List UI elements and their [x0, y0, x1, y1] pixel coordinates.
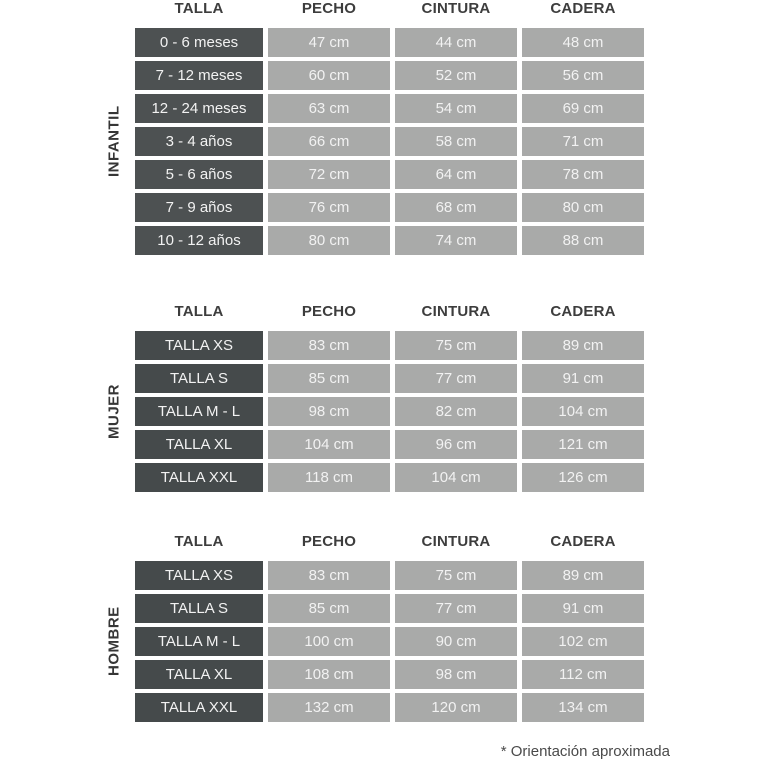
- measurement-cell: 126 cm: [522, 463, 644, 492]
- size-label-cell: TALLA S: [135, 364, 263, 393]
- column-header: CADERA: [550, 533, 616, 550]
- measurement-cell: 77 cm: [395, 364, 517, 393]
- measurement-cell: 83 cm: [268, 561, 390, 590]
- measurement-cell: 89 cm: [522, 561, 644, 590]
- table-rows: [135, 28, 645, 255]
- measurement-cell: 71 cm: [522, 127, 644, 156]
- measurement-cell: 47 cm: [268, 28, 390, 57]
- section-label: INFANTIL: [105, 105, 123, 178]
- size-label-cell: TALLA XS: [135, 561, 263, 590]
- column-header: TALLA: [174, 303, 224, 320]
- column-header: PECHO: [301, 303, 357, 320]
- table-header-row: [135, 303, 645, 319]
- measurement-cell: 48 cm: [522, 28, 644, 57]
- measurement-cell: 132 cm: [268, 693, 390, 722]
- measurement-cell: 89 cm: [522, 331, 644, 360]
- column-header: PECHO: [301, 533, 357, 550]
- section-label: MUJER: [105, 384, 123, 440]
- measurement-cell: 118 cm: [268, 463, 390, 492]
- table-rows: [135, 561, 645, 722]
- table-header-row: [135, 533, 645, 549]
- measurement-cell: 96 cm: [395, 430, 517, 459]
- size-label-cell: TALLA XL: [135, 660, 263, 689]
- measurement-cell: 78 cm: [522, 160, 644, 189]
- measurement-cell: 90 cm: [395, 627, 517, 656]
- measurement-cell: 60 cm: [268, 61, 390, 90]
- measurement-cell: 98 cm: [395, 660, 517, 689]
- measurement-cell: 44 cm: [395, 28, 517, 57]
- column-header: CADERA: [550, 0, 616, 17]
- size-label-cell: TALLA M - L: [135, 397, 263, 426]
- measurement-cell: 83 cm: [268, 331, 390, 360]
- measurement-cell: 88 cm: [522, 226, 644, 255]
- size-label-cell: 7 - 9 años: [135, 193, 263, 222]
- measurement-cell: 63 cm: [268, 94, 390, 123]
- size-label-cell: TALLA XL: [135, 430, 263, 459]
- measurement-cell: 85 cm: [268, 594, 390, 623]
- size-label-cell: TALLA XS: [135, 331, 263, 360]
- measurement-cell: 100 cm: [268, 627, 390, 656]
- size-label-cell: TALLA S: [135, 594, 263, 623]
- measurement-cell: 85 cm: [268, 364, 390, 393]
- column-header: CINTURA: [421, 533, 491, 550]
- size-table-section-infantil: [105, 0, 645, 255]
- measurement-cell: 91 cm: [522, 364, 644, 393]
- size-label-cell: 7 - 12 meses: [135, 61, 263, 90]
- measurement-cell: 58 cm: [395, 127, 517, 156]
- measurement-cell: 56 cm: [522, 61, 644, 90]
- size-table-section-mujer: [105, 303, 645, 492]
- measurement-cell: 75 cm: [395, 331, 517, 360]
- size-label-cell: 3 - 4 años: [135, 127, 263, 156]
- measurement-cell: 120 cm: [395, 693, 517, 722]
- measurement-cell: 80 cm: [522, 193, 644, 222]
- column-header: CINTURA: [421, 0, 491, 17]
- measurement-cell: 77 cm: [395, 594, 517, 623]
- measurement-cell: 69 cm: [522, 94, 644, 123]
- measurement-cell: 112 cm: [522, 660, 644, 689]
- column-header: PECHO: [301, 0, 357, 17]
- column-header: TALLA: [174, 533, 224, 550]
- measurement-cell: 72 cm: [268, 160, 390, 189]
- size-label-cell: TALLA M - L: [135, 627, 263, 656]
- measurement-cell: 104 cm: [268, 430, 390, 459]
- measurement-cell: 121 cm: [522, 430, 644, 459]
- footnote: * Orientación aproximada: [500, 743, 670, 760]
- measurement-cell: 80 cm: [268, 226, 390, 255]
- measurement-cell: 66 cm: [268, 127, 390, 156]
- measurement-cell: 75 cm: [395, 561, 517, 590]
- measurement-cell: 76 cm: [268, 193, 390, 222]
- measurement-cell: 91 cm: [522, 594, 644, 623]
- size-label-cell: TALLA XXL: [135, 693, 263, 722]
- measurement-cell: 82 cm: [395, 397, 517, 426]
- size-label-cell: 0 - 6 meses: [135, 28, 263, 57]
- measurement-cell: 54 cm: [395, 94, 517, 123]
- measurement-cell: 98 cm: [268, 397, 390, 426]
- measurement-cell: 52 cm: [395, 61, 517, 90]
- measurement-cell: 74 cm: [395, 226, 517, 255]
- measurement-cell: 104 cm: [522, 397, 644, 426]
- section-label: HOMBRE: [105, 606, 123, 677]
- size-table-section-hombre: [105, 533, 645, 722]
- size-label-cell: TALLA XXL: [135, 463, 263, 492]
- measurement-cell: 108 cm: [268, 660, 390, 689]
- size-label-cell: 5 - 6 años: [135, 160, 263, 189]
- size-label-cell: 10 - 12 años: [135, 226, 263, 255]
- table-rows: [135, 331, 645, 492]
- measurement-cell: 104 cm: [395, 463, 517, 492]
- table-header-row: [135, 0, 645, 16]
- column-header: CINTURA: [421, 303, 491, 320]
- column-header: CADERA: [550, 303, 616, 320]
- measurement-cell: 64 cm: [395, 160, 517, 189]
- measurement-cell: 68 cm: [395, 193, 517, 222]
- size-label-cell: 12 - 24 meses: [135, 94, 263, 123]
- measurement-cell: 102 cm: [522, 627, 644, 656]
- measurement-cell: 134 cm: [522, 693, 644, 722]
- column-header: TALLA: [174, 0, 224, 17]
